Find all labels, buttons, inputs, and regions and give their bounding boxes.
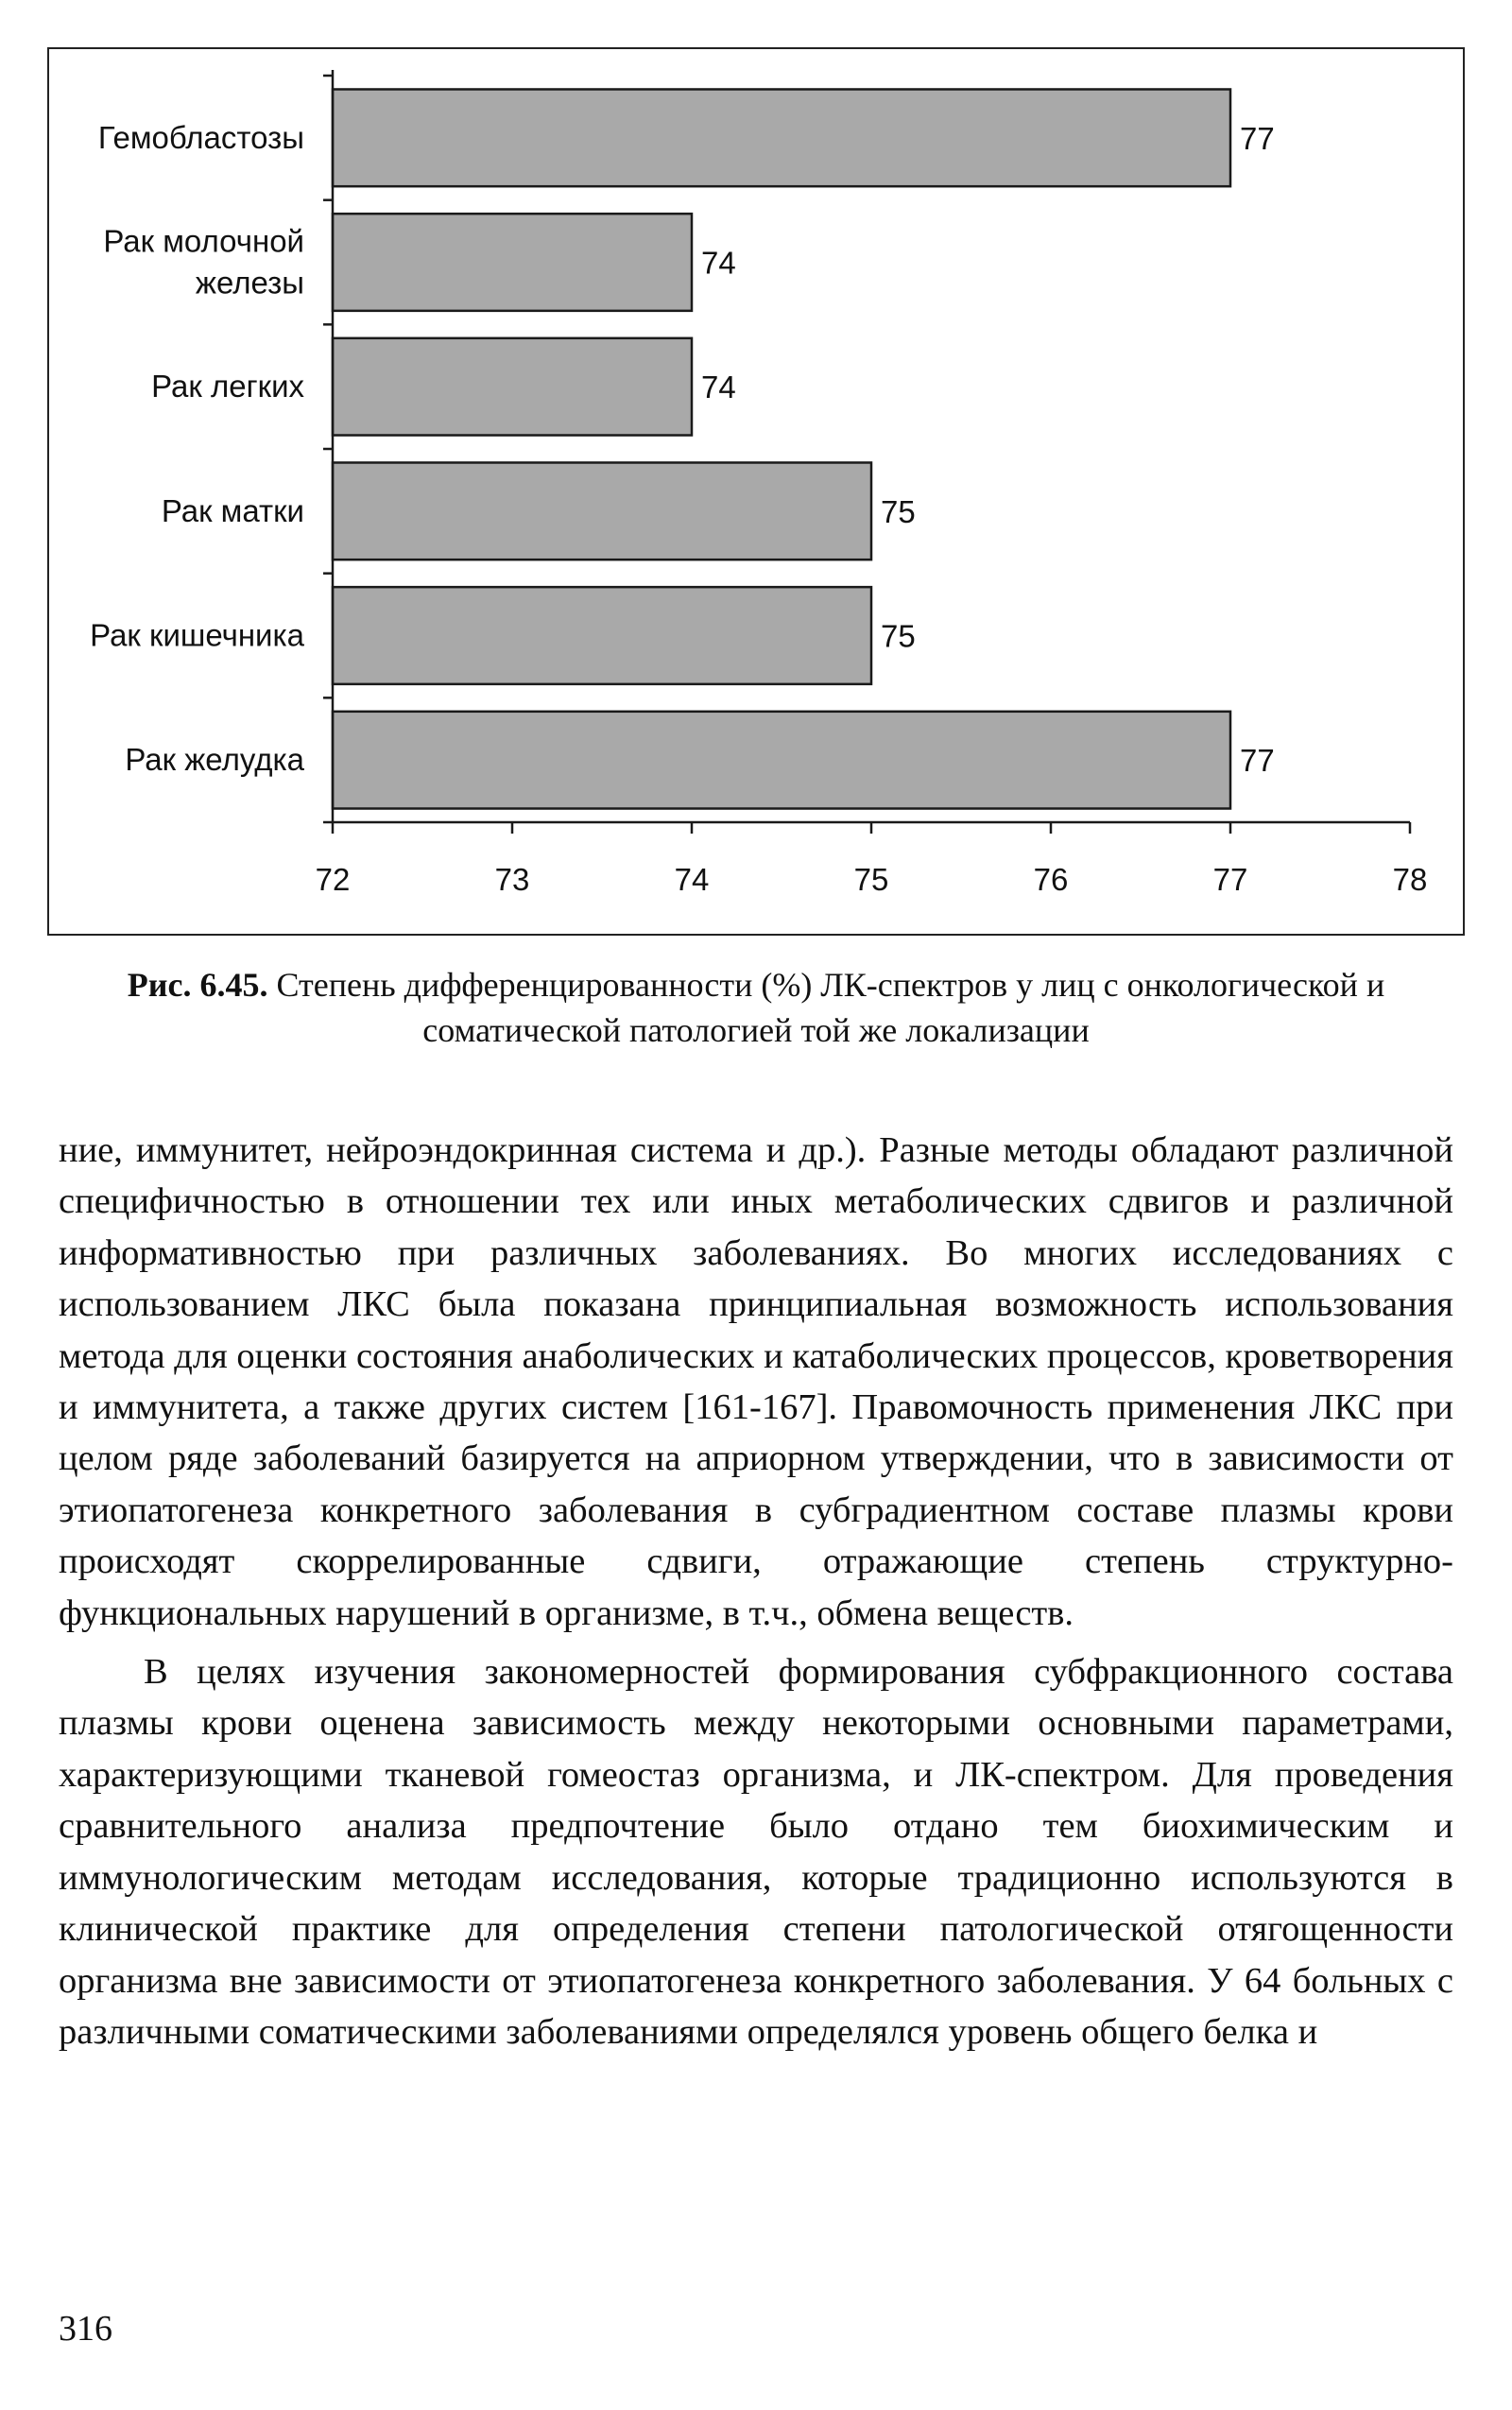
body-text: [59, 1125, 1453, 2057]
bar-1: [333, 89, 1230, 186]
bar-6: [333, 712, 1230, 809]
x-tick-label-73: 73: [494, 862, 530, 897]
data-label-6: 77: [1240, 743, 1275, 779]
x-tick-label-77: 77: [1212, 862, 1248, 897]
category-label-5: Рак кишечника: [90, 617, 304, 653]
figure-caption-text: Степень дифференцированности (%) ЛК-спектров у лиц с онкологической и соматической патологией той же локализации: [276, 966, 1385, 1049]
category-label-3: Рак легких: [151, 369, 304, 405]
paragraph-2: В целях изучения закономерностей формирования субфракционного состава плазмы крови оценена зависимость между некоторыми основными параметрами, характеризующими тканевой гомеостаз организма, и ЛК-спектром. Для проведения сравнительного анализа предпочтение было отдано тем биохимическим и иммунологическим методам исследования, которые традиционно используются в клинической практике для определения степени патологической отягощенности организма вне зависимости от этиопатогенеза конкретного заболевания. У 64 больных с различными соматическими заболеваниями определялся уровень общего белка и: [59, 1652, 1453, 2052]
x-tick-label-74: 74: [674, 862, 710, 897]
data-label-4: 75: [881, 493, 916, 529]
data-label-1: 77: [1240, 120, 1275, 156]
x-tick-label-75: 75: [853, 862, 889, 897]
data-label-2: 74: [701, 245, 736, 281]
x-tick-label-76: 76: [1033, 862, 1069, 897]
category-label-4: Рак матки: [161, 492, 304, 528]
x-tick-label-72: 72: [315, 862, 351, 897]
data-label-3: 74: [701, 370, 736, 405]
bar-3: [333, 338, 692, 436]
data-label-5: 75: [881, 618, 916, 654]
figure-number: Рис. 6.45.: [127, 966, 268, 1004]
bar-2: [333, 214, 692, 311]
category-label-2: Рак молочной железы: [103, 223, 304, 301]
paragraph-1: ние, иммунитет, нейроэндокринная система и др.). Разные методы обладают различной специфичностью в отношении тех или иных метаболических сдвигов и различной информативностью при различных заболеваниях. Во многих исследованиях с использованием ЛКС была показана принципиальная возможность использования метода для оценки состояния анаболических и катаболических процессов, кроветворения и иммунитета, а также других систем [161-167]. Правомочность применения ЛКС при целом ряде заболеваний базируется на априорном утверждении, что в зависимости от этиопатогенеза конкретного заболевания в субградиентном составе плазмы крови происходят скоррелированные сдвиги, отражающие степень структурно-функциональных нарушений в организме, в т.ч., обмена веществ.: [59, 1130, 1453, 1633]
category-label-6: Рак желудка: [125, 742, 304, 778]
bar-chart-svg: [49, 49, 1467, 938]
bar-chart: [47, 47, 1465, 936]
bar-4: [333, 462, 871, 559]
figure-caption: [113, 962, 1399, 1053]
x-tick-label-78: 78: [1392, 862, 1428, 897]
bar-5: [333, 587, 871, 684]
page-number: 316: [59, 2309, 112, 2349]
category-label-1: Гемобластозы: [97, 119, 304, 155]
